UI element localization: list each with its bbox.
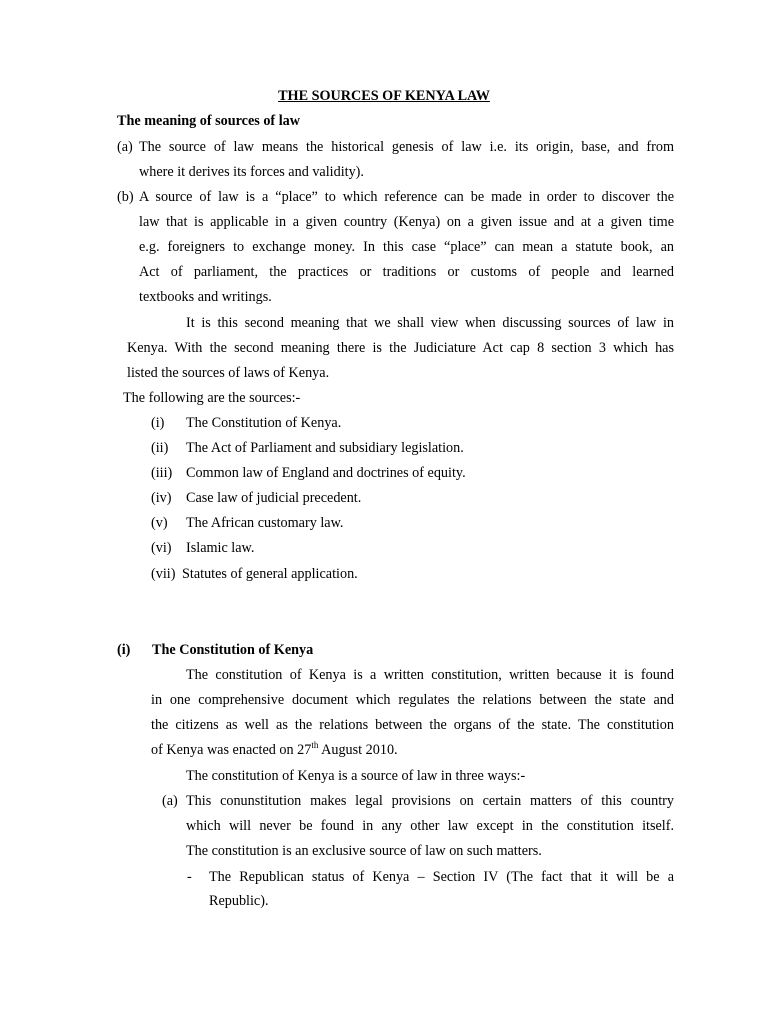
list-item: Common law of England and doctrines of equity. <box>186 465 466 481</box>
item-marker: (b) <box>117 189 134 205</box>
list-marker: (iii) <box>151 465 173 481</box>
paragraph-line: This conunstitution makes legal provisions on certain matters of this country <box>186 793 674 809</box>
list-item: Case law of judicial precedent. <box>186 490 362 506</box>
list-marker: (vii) <box>151 566 176 582</box>
paragraph-line: The constitution is an exclusive source of law on such matters. <box>186 843 542 859</box>
following-line: The following are the sources:- <box>123 390 301 406</box>
list-item: Statutes of general application. <box>182 566 358 582</box>
paragraph-line: The constitution of Kenya is a written constitution, written because it is found <box>186 667 674 683</box>
list-marker: (vi) <box>151 540 172 556</box>
page-title: THE SOURCES OF KENYA LAW <box>278 88 490 104</box>
section-marker: (i) <box>117 642 131 658</box>
dash-bullet: - <box>187 869 192 885</box>
paragraph-line: Republic). <box>209 893 269 909</box>
paragraph-line: The constitution of Kenya is a source of law in three ways:- <box>186 768 526 784</box>
paragraph-line: Act of parliament, the practices or traditions or customs of people and learned <box>139 264 674 280</box>
list-marker: (iv) <box>151 490 172 506</box>
paragraph-line: A source of law is a “place” to which reference can be made in order to discover the <box>139 189 674 205</box>
meaning-heading: The meaning of sources of law <box>117 113 300 129</box>
paragraph-line: It is this second meaning that we shall view when discussing sources of law in <box>186 315 674 331</box>
list-marker: (i) <box>151 415 165 431</box>
paragraph-line: where it derives its forces and validity). <box>139 164 364 180</box>
list-marker: (v) <box>151 515 168 531</box>
paragraph-line: Kenya. With the second meaning there is the Judiciature Act cap 8 section 3 which has <box>127 340 674 356</box>
item-marker: (a) <box>162 793 178 809</box>
paragraph-line: listed the sources of laws of Kenya. <box>127 365 330 381</box>
paragraph-line: which will never be found in any other law except in the constitution itself. <box>186 818 674 834</box>
item-marker: (a) <box>117 139 133 155</box>
enacted-suffix: August 2010. <box>318 742 398 758</box>
enacted-prefix: of Kenya was enacted on 27 <box>151 742 312 758</box>
ordinal-suffix: th <box>311 740 319 750</box>
list-item: The African customary law. <box>186 515 344 531</box>
paragraph-line: in one comprehensive document which regulates the relations between the state and <box>151 692 674 708</box>
paragraph-line: textbooks and writings. <box>139 289 272 305</box>
paragraph-line: the citizens as well as the relations between the organs of the state. The constitution <box>151 717 674 733</box>
list-item: The Constitution of Kenya. <box>186 415 342 431</box>
section-heading: The Constitution of Kenya <box>152 642 314 658</box>
list-item: The Act of Parliament and subsidiary legislation. <box>186 440 464 456</box>
paragraph-line: e.g. foreigners to exchange money. In this case “place” can mean a statute book, an <box>139 239 674 255</box>
paragraph-line: The source of law means the historical genesis of law i.e. its origin, base, and from <box>139 139 674 155</box>
list-marker: (ii) <box>151 440 169 456</box>
enacted-line <box>151 740 398 760</box>
list-item: Islamic law. <box>186 540 255 556</box>
paragraph-line: law that is applicable in a given country (Kenya) on a given issue and at a given time <box>139 214 674 230</box>
paragraph-line: The Republican status of Kenya – Section IV (The fact that it will be a <box>209 869 674 885</box>
